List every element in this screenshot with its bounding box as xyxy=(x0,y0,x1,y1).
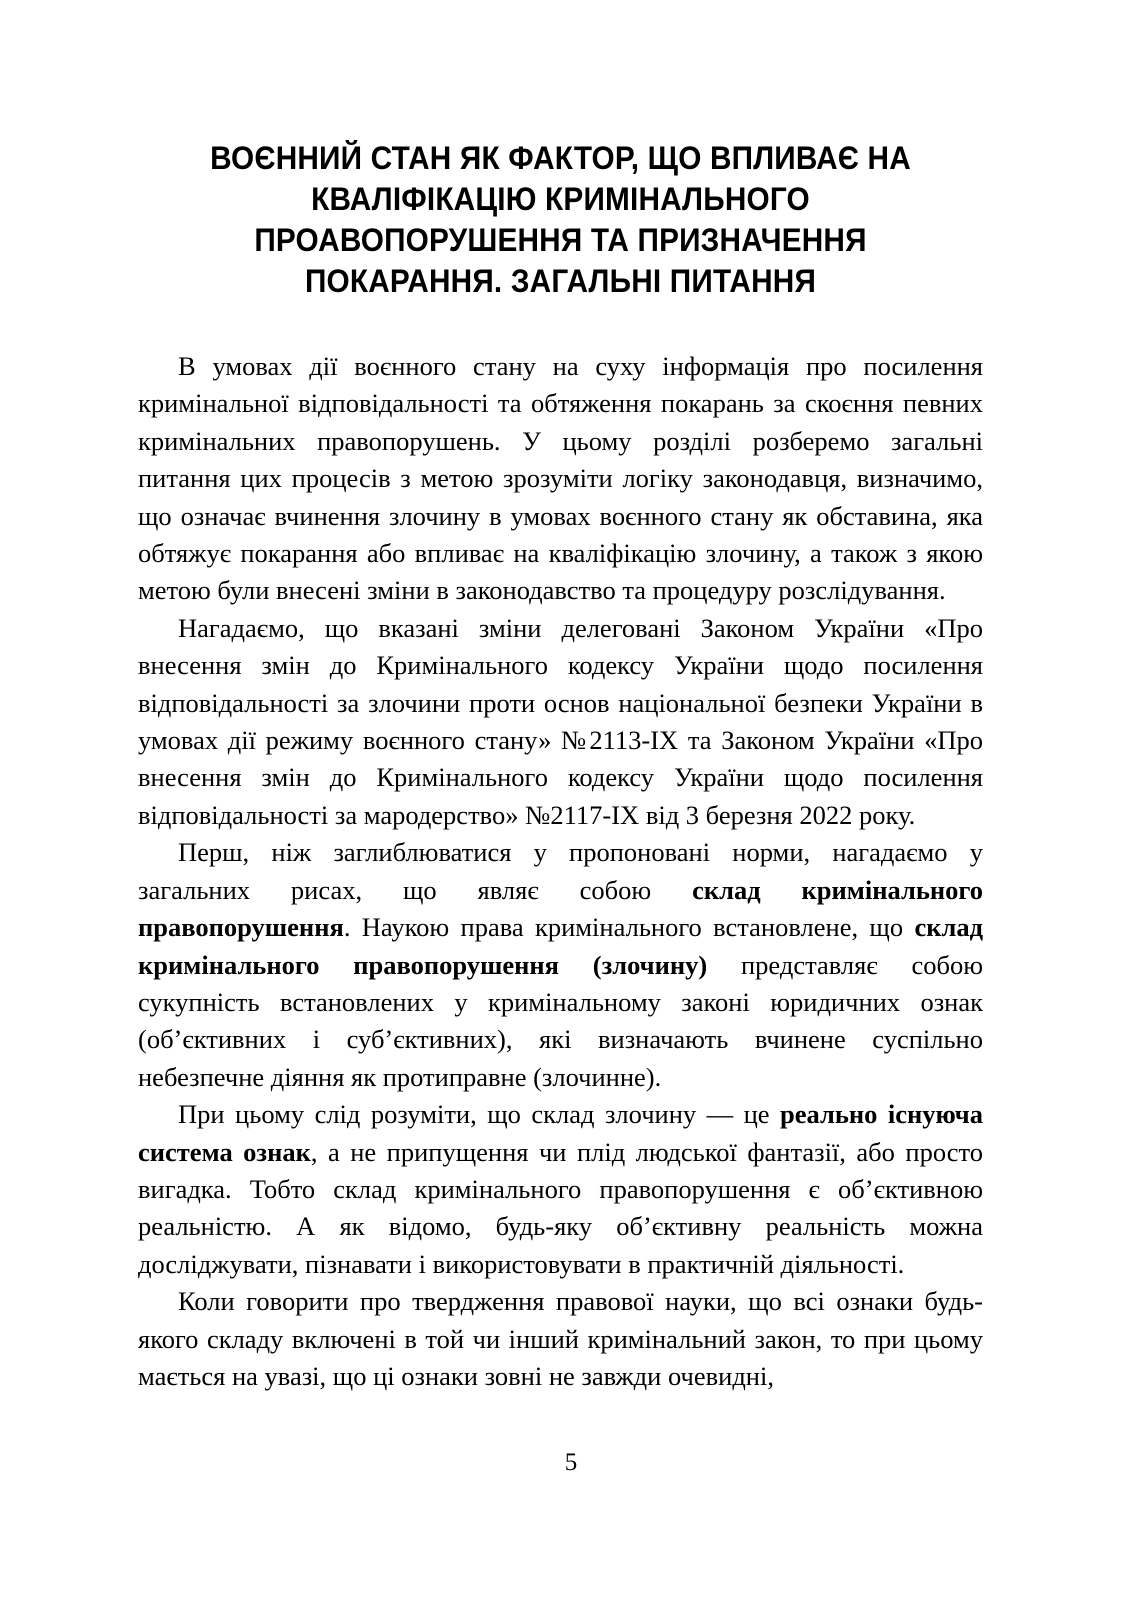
paragraph-3-segment-3: представляє собою сукупність встановлених у кримінальному законі юридичних ознак (об’єктивних і суб’єктивних), які визначають вчинене суспільно небезпечне діяння як протиправне (злочинне). xyxy=(138,949,984,1092)
paragraph-5: Коли говорити про твердження правової науки, що всі ознаки будь-якого складу включені в той чи інший кримінальний закон, то при цьому мається на увазі, що ці ознаки зовні не завжди очевидні, xyxy=(138,1286,983,1391)
page-number: 5 xyxy=(564,1449,578,1476)
page-content xyxy=(138,0,983,1395)
page-title xyxy=(168,0,954,302)
paragraph-1: В умовах дії воєнного стану на суху інформація про посилення кримінальної відповідальності та обтяження покарань за скоєння певних кримінальних правопорушень. У цьому розділі розберемо загальні питання цих процесів з метою зрозуміти логіку законодавця, визначимо, що означає вчинення злочину в умовах воєнного стану як обставина, яка обтяжує покарання або впливає на кваліфікацію злочину, а також з якою метою були внесені зміни в законодавство та процедуру розслідування. xyxy=(138,351,983,606)
page-title-line-4: ПОКАРАННЯ. ЗАГАЛЬНІ ПИТАННЯ xyxy=(304,263,817,299)
paragraph-4-bold-term-1: реально існуюча система ознак xyxy=(138,1099,983,1167)
body-text xyxy=(138,302,983,1395)
page-title-line-3: ПРОАВОПОРУШЕННЯ ТА ПРИЗНАЧЕННЯ xyxy=(254,222,867,258)
page-title-line-1: ВОЄННИЙ СТАН ЯК ФАКТОР, ЩО ВПЛИВАЄ НА xyxy=(210,140,911,176)
paragraph-3-segment-1: Перш, ніж заглиблюватися у пропоновані норми, нагадаємо у загальних рисах, що являє собою xyxy=(138,837,983,905)
page-title-line-2: КВАЛІФІКАЦІЮ КРИМІНАЛЬНОГО xyxy=(311,181,810,217)
paragraph-3-bold-term-1: склад кримінального правопорушення xyxy=(138,874,983,943)
paragraph-2: Нагадаємо, що вказані зміни делеговані Законом України «Про внесення змін до Кримінального кодексу України щодо посилення відповідальності за злочини проти основ національної безпеки України в умовах дії режиму воєнного стану» №2113-IX та Законом України «Про внесення змін до Кримінального кодексу України щодо посилення відповідальності за мародерство» №2117-IX від 3 березня 2022 року. xyxy=(138,612,983,830)
paragraph-3 xyxy=(138,834,983,1096)
paragraph-3-segment-2: . Наукою права кримінального встановлене, що xyxy=(343,912,915,943)
paragraph-3-bold-term-2: склад кримінального правопорушення (злочину) xyxy=(138,912,983,980)
paragraph-4 xyxy=(138,1096,983,1283)
paragraph-4-segment-2: , а не припущення чи плід людської фантазії, або просто вигадка. Тобто склад кримінального правопорушення є об’єктивною реальністю. А як відомо, будь-яку об’єктивну реальність можна досліджувати, пізнавати і використовувати в практичній діяльності. xyxy=(138,1136,983,1279)
paragraph-4-segment-1: При цьому слід розуміти, що склад злочину — це xyxy=(178,1099,781,1130)
